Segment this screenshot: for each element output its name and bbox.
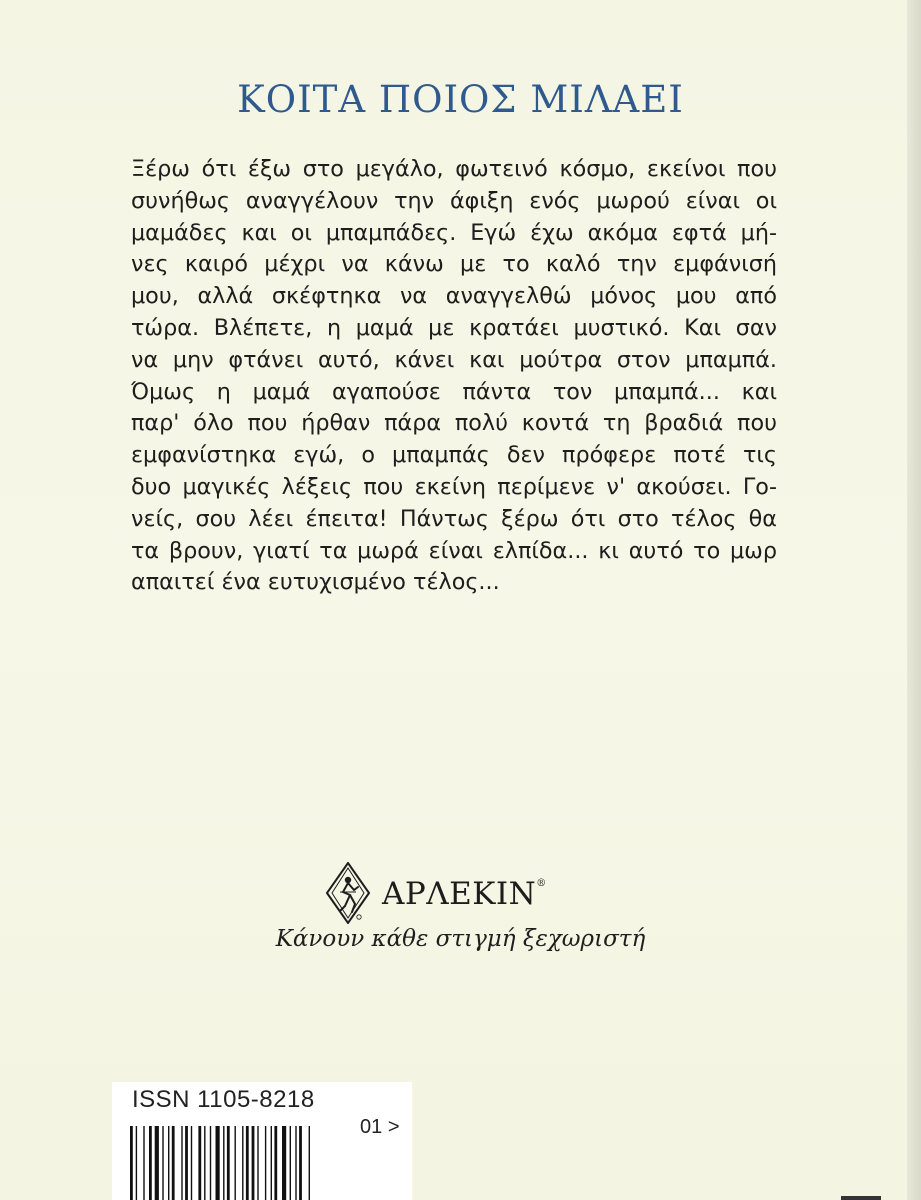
blurb-line: Ξέρω ότι έξω στο μεγάλο, φωτεινό κόσμο, εκείνοι που [131,156,777,182]
blurb-line: νείς, σου λέει έπειτα! Πάντως ξέρω ότι στο τέλος θα [131,505,777,532]
blurb-line: τώρα. Βλέπετε, η μαμά με κρατάει μυστικό. Και σαν [131,314,777,341]
registered-mark: ® [536,878,547,889]
blurb-line: τα βρουν, γιατί τα μωρά είναι ελπίδα... κι αυτό το μωρ [131,537,777,564]
blurb-line: Όμως η μαμά αγαπούσε πάντα τον μπαμπά... και [131,378,777,405]
publisher-logo [326,862,626,924]
corner-mark [841,1196,881,1200]
barcode-area [112,1082,412,1200]
blurb-line: νες καιρό μέχρι να κάνω με το καλό την εμφάνισή [131,251,777,278]
book-title: ΚΟΙΤΑ ΠΟΙΟΣ ΜΙΛΑΕΙ [237,78,684,121]
blurb-line: δυο μαγικές λέξεις που εκείνη περίμενε ν' ακούσει. Γο- [131,473,777,500]
blurb-line: απαιτεί ένα ευτυχισμένο τέλος... [131,569,500,596]
barcode [130,1126,362,1200]
publisher-slogan: Κάνουν κάθε στιγμή ξεχωριστή [275,926,646,952]
cover-edge [907,0,921,1200]
blurb-line: εμφανίστηκα εγώ, ο μπαμπάς δεν πρόφερε ποτέ τις [131,442,777,469]
barcode-addon: 01 > [360,1116,400,1138]
publisher-name: ΑΡΛΕΚΙΝ® [382,876,547,912]
blurb-line: μου, αλλά σκέφτηκα να αναγγελθώ μόνος μου από [131,283,777,310]
harlequin-diamond-icon [326,862,370,924]
blurb-line: συνήθως αναγγέλουν την άφιξη ενός μωρού είναι οι [131,187,777,214]
issn-label: ISSN 1105-8218 [132,1086,315,1113]
blurb-text [131,154,777,599]
blurb-line: παρ' όλο που ήρθαν πάρα πολύ κοντά τη βραδιά που [131,410,777,437]
blurb-line: να μην φτάνει αυτό, κάνει και μούτρα στον μπαμπά. [131,346,777,373]
blurb-line: μαμάδες και οι μπαμπάδες. Εγώ έχω ακόμα εφτά μή- [131,219,777,246]
